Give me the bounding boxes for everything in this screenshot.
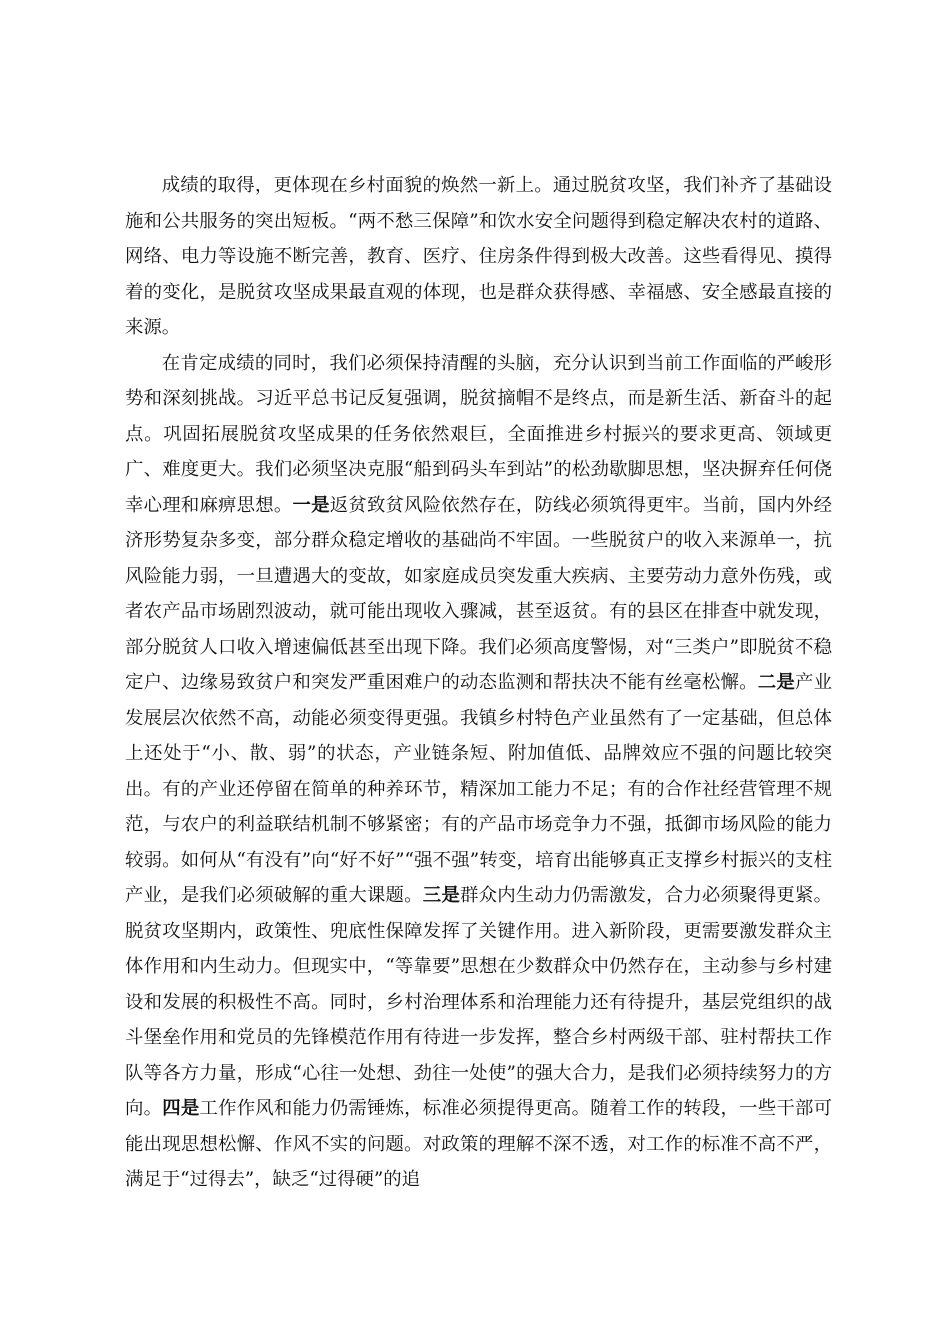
document-body: [125, 168, 832, 1198]
point-one-label: 一是: [292, 494, 330, 516]
point-four-text: 工作作风和能力仍需锤炼，标准必须提得更高。随着工作的转段，一些干部可能出现思想松懈、作风不实的问题。对政策的理解不深不透，对工作的标准不高不严，满足于“过得去”，缺乏“过得硬”的追: [125, 1098, 832, 1190]
paragraph-text: 成绩的取得，更体现在乡村面貌的焕然一新上。通过脱贫攻坚，我们补齐了基础设施和公共服务的突出短板。“两不愁三保障”和饮水安全问题得到稳定解决农村的道路、网络、电力等设施不断完善，教育、医疗、住房条件得到极大改善。这些看得见、摸得着的变化，是脱贫攻坚成果最直观的体现，也是群众获得感、幸福感、安全感最直接的来源。: [125, 175, 832, 338]
paragraph-challenges: [125, 346, 832, 1198]
point-four-label: 四是: [162, 1098, 200, 1119]
point-two-text: 产业发展层次依然不高，动能必须变得更强。我镇乡村特色产业虽然有了一定基础，但总体上还处于“小、散、弱”的状态，产业链条短、附加值低、品牌效应不强的问题比较突出。有的产业还停留在简单的种养环节，精深加工能力不足；有的合作社经营管理不规范，与农户的利益联结机制不够紧密；有的产品市场竞争力不强，抵御市场风险的能力较弱。如何从“有没有”向“好不好”“强不强”转变，培育出能够真正支撑乡村振兴的支柱产业，是我们必须破解的重大课题。: [125, 672, 832, 906]
point-two-label: 二是: [757, 672, 795, 693]
paragraph-text: 在肯定成绩的同时，我们必须保持清醒的头脑，充分认识到当前工作面临的严峻形势和深刻挑战。习近平总书记反复强调，脱贫摘帽不是终点，而是新生活、新奋斗的起点。巩固拓展脱贫攻坚成果的任务依然艰巨，全面推进乡村振兴的要求更高、领域更广、难度更大。我们必须坚决克服“船到码头车到站”的松劲歇脚思想，坚决摒弃任何侥幸心理和麻痹思想。: [125, 352, 832, 516]
point-three-label: 三是: [422, 885, 460, 906]
point-three-text: 群众内生动力仍需激发，合力必须聚得更紧。脱贫攻坚期内，政策性、兜底性保障发挥了关键作用。进入新阶段，更需要激发群众主体作用和内生动力。但现实中，“等靠要”思想在少数群众中仍然存在，主动参与乡村建设和发展的积极性不高。同时，乡村治理体系和治理能力还有待提升，基层党组织的战斗堡垒作用和党员的先锋模范作用有待进一步发挥，整合乡村两级干部、驻村帮扶工作队等各方力量，形成“心往一处想、劲往一处使”的强大合力，是我们必须持续努力的方向。: [125, 885, 832, 1119]
point-one-text: 返贫致贫风险依然存在，防线必须筑得更牢。当前，国内外经济形势复杂多变，部分群众稳定增收的基础尚不牢固。一些脱贫户的收入来源单一，抗风险能力弱，一旦遭遇大的变故，如家庭成员突发重大疾病、主要劳动力意外伤残，或者农产品市场剧烈波动，就可能出现收入骤减，甚至返贫。有的县区在排查中就发现，部分脱贫人口收入增速偏低甚至出现下降。我们必须高度警惕，对“三类户”即脱贫不稳定户、边缘易致贫户和突发严重困难户的动态监测和帮扶决不能有丝毫松懈。: [125, 494, 832, 693]
paragraph-achievements: [125, 168, 832, 346]
